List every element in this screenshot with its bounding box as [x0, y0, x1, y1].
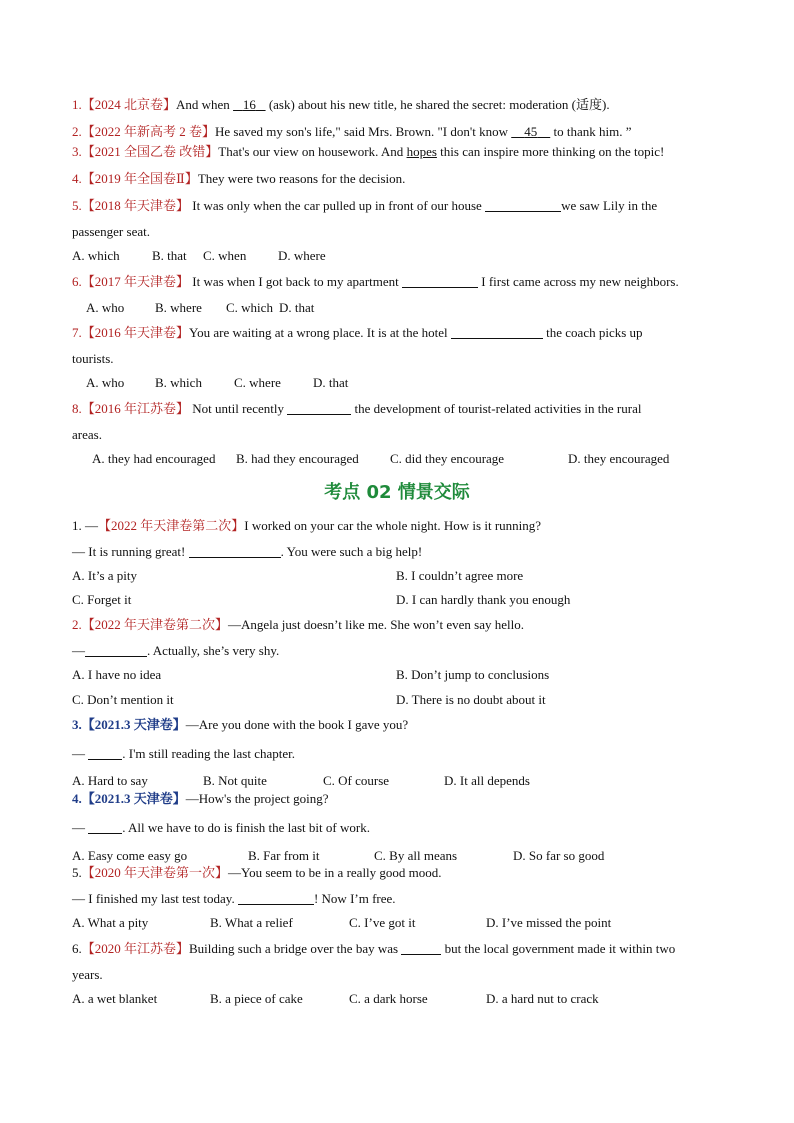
reply-text: . All we have to do is finish the last bit of work. — [122, 820, 370, 835]
answer-blank — [238, 892, 314, 905]
answer-blank — [189, 545, 281, 558]
source-tag: 【2021.3 天津卷】 — [81, 717, 186, 732]
source-tag: 【2024 北京卷】 — [81, 97, 177, 112]
question-text: He saved my son's life," said Mrs. Brown. "I don't know — [215, 124, 512, 139]
question-text: It was when I got back to my apartment — [189, 274, 403, 289]
question-number: 6. — [72, 274, 82, 289]
source-tag: 【2019 年全国卷Ⅱ】 — [81, 171, 198, 186]
question-text: Building such a bridge over the bay was — [189, 941, 402, 956]
option-b: B. Far from it — [248, 848, 320, 863]
option-c: C. where — [234, 375, 281, 390]
option-c: C. Forget it — [72, 592, 132, 607]
question-text: this can inspire more thinking on the topic! — [436, 144, 665, 159]
blank-number: 16 — [242, 97, 256, 112]
question-6-vocab — [72, 941, 675, 957]
option-c: C. I’ve got it — [349, 915, 416, 930]
reply-text: . You were such a big help! — [280, 544, 423, 559]
option-a: A. Easy come easy go — [72, 848, 188, 863]
option-c: C. Don’t mention it — [72, 692, 174, 707]
option-d: D. a hard nut to crack — [486, 991, 599, 1006]
option-a: A. which — [72, 248, 120, 263]
source-tag: 【2020 年天津卷第一次】 — [81, 865, 229, 880]
dialog-question-1 — [72, 518, 541, 534]
option-b: B. What a relief — [210, 915, 293, 930]
question-text: the coach picks up — [542, 325, 643, 340]
reply-text: . Actually, she’s very shy. — [147, 643, 280, 658]
question-number: 4. — [72, 171, 82, 186]
question-6 — [72, 274, 679, 290]
question-text: —How's the project going? — [185, 791, 329, 806]
dialog-reply — [72, 746, 295, 762]
question-text: but the local government made it within two — [441, 941, 676, 956]
question-number: 2. — [72, 617, 82, 632]
question-text: That's our view on housework. And — [218, 144, 407, 159]
question-text: I worked on your car the whole night. How is it running? — [244, 518, 542, 533]
dialog-question-4 — [72, 791, 329, 807]
source-tag: 【2016 年天津卷】 — [81, 325, 190, 340]
question-continuation: tourists. — [72, 351, 114, 366]
reply-text: . I'm still reading the last chapter. — [122, 746, 295, 761]
question-text: to thank him. ” — [550, 124, 632, 139]
option-d: D. that — [313, 375, 349, 390]
option-a: A. It’s a pity — [72, 568, 137, 583]
option-b: B. had they encouraged — [236, 451, 359, 466]
question-text: And when — [176, 97, 234, 112]
source-tag: 【2021 全国乙卷 改错】 — [81, 144, 219, 159]
reply-text: — It is running great! — [72, 544, 189, 559]
option-b: B. Don’t jump to conclusions — [396, 667, 550, 682]
answer-blank — [402, 275, 478, 288]
reply-text: — — [72, 820, 89, 835]
source-tag: 【2020 年江苏卷】 — [81, 941, 190, 956]
question-text: Not until recently — [189, 401, 288, 416]
question-number: 3. — [72, 717, 82, 732]
question-text: —Are you done with the book I gave you? — [185, 717, 409, 732]
option-d: D. that — [279, 300, 315, 315]
question-continuation: years. — [72, 967, 103, 982]
question-5 — [72, 198, 657, 214]
source-tag: 【2016 年江苏卷】 — [81, 401, 190, 416]
option-c: C. By all means — [374, 848, 458, 863]
option-c: C. Of course — [323, 773, 390, 788]
reply-text: — I finished my last test today. — [72, 891, 238, 906]
question-number: 7. — [72, 325, 82, 340]
option-b: B. which — [155, 375, 202, 390]
question-text: (ask) about his new title, he shared the secret: moderation (适度). — [265, 97, 610, 112]
question-number: 5. — [72, 865, 82, 880]
answer-blank — [451, 326, 543, 339]
option-d: D. So far so good — [513, 848, 605, 863]
blank-number: 45 — [524, 124, 538, 139]
option-b: B. I couldn’t agree more — [396, 568, 524, 583]
answer-blank — [287, 402, 351, 415]
question-text: we saw Lily in the — [561, 198, 658, 213]
source-tag: 【2018 年天津卷】 — [81, 198, 190, 213]
dialog-reply — [72, 643, 279, 659]
question-number: 1. — — [72, 518, 98, 533]
source-tag: 【2022 年天津卷第二次】 — [98, 518, 245, 533]
option-a: A. Hard to say — [72, 773, 148, 788]
question-3 — [72, 144, 664, 160]
dialog-question-3 — [72, 717, 408, 733]
source-tag: 【2017 年天津卷】 — [81, 274, 190, 289]
answer-blank — [401, 942, 441, 955]
answer-blank — [511, 124, 550, 139]
dialog-question-2 — [72, 617, 524, 633]
question-text: They were two reasons for the decision. — [197, 171, 406, 186]
reply-text: — — [72, 746, 89, 761]
reply-text: ! Now I’m free. — [313, 891, 396, 906]
option-c: C. which — [226, 300, 273, 315]
question-continuation: passenger seat. — [72, 224, 150, 239]
answer-blank — [485, 199, 561, 212]
question-number: 1. — [72, 97, 82, 112]
question-7 — [72, 325, 643, 341]
option-a: A. I have no idea — [72, 667, 162, 682]
error-word: hopes — [406, 144, 437, 159]
answer-blank — [88, 747, 122, 760]
reply-text: — — [72, 643, 85, 658]
question-continuation: areas. — [72, 427, 102, 442]
source-tag: 【2022 年新高考 2 卷】 — [81, 124, 216, 139]
option-b: B. Not quite — [203, 773, 267, 788]
option-a: A. they had encouraged — [92, 451, 216, 466]
option-b: B. a piece of cake — [210, 991, 303, 1006]
option-b: B. where — [155, 300, 202, 315]
option-c: C. did they encourage — [390, 451, 505, 466]
option-c: C. when — [203, 248, 247, 263]
question-text: It was only when the car pulled up in front of our house — [189, 198, 486, 213]
question-text: —You seem to be in a really good mood. — [228, 865, 442, 880]
answer-blank — [233, 97, 266, 112]
option-d: D. they encouraged — [568, 451, 670, 466]
question-1 — [72, 97, 610, 113]
dialog-reply — [72, 820, 370, 836]
option-a: A. who — [86, 375, 125, 390]
option-d: D. There is no doubt about it — [396, 692, 546, 707]
option-a: A. What a pity — [72, 915, 149, 930]
question-4 — [72, 171, 405, 187]
question-2 — [72, 124, 631, 140]
question-text: the development of tourist-related activities in the rural — [351, 401, 642, 416]
option-d: D. I can hardly thank you enough — [396, 592, 571, 607]
answer-blank — [85, 644, 147, 657]
section-heading: 考点 02 情景交际 — [324, 482, 470, 503]
option-a: A. who — [86, 300, 125, 315]
question-text: You are waiting at a wrong place. It is at the hotel — [189, 325, 451, 340]
dialog-question-5 — [72, 865, 442, 881]
option-d: D. where — [278, 248, 326, 263]
option-b: B. that — [152, 248, 187, 263]
question-number: 3. — [72, 144, 82, 159]
question-text: —Angela just doesn’t like me. She won’t even say hello. — [228, 617, 524, 632]
question-number: 4. — [72, 791, 82, 806]
question-number: 5. — [72, 198, 82, 213]
option-a: A. a wet blanket — [72, 991, 158, 1006]
answer-blank — [88, 821, 122, 834]
question-number: 6. — [72, 941, 82, 956]
dialog-reply — [72, 891, 396, 907]
question-text: I first came across my new neighbors. — [478, 274, 679, 289]
question-number: 8. — [72, 401, 82, 416]
source-tag: 【2022 年天津卷第二次】 — [81, 617, 229, 632]
question-8 — [72, 401, 641, 417]
option-c: C. a dark horse — [349, 991, 428, 1006]
source-tag: 【2021.3 天津卷】 — [81, 791, 186, 806]
question-number: 2. — [72, 124, 82, 139]
option-d: D. I’ve missed the point — [486, 915, 612, 930]
dialog-reply — [72, 544, 422, 560]
option-d: D. It all depends — [444, 773, 530, 788]
